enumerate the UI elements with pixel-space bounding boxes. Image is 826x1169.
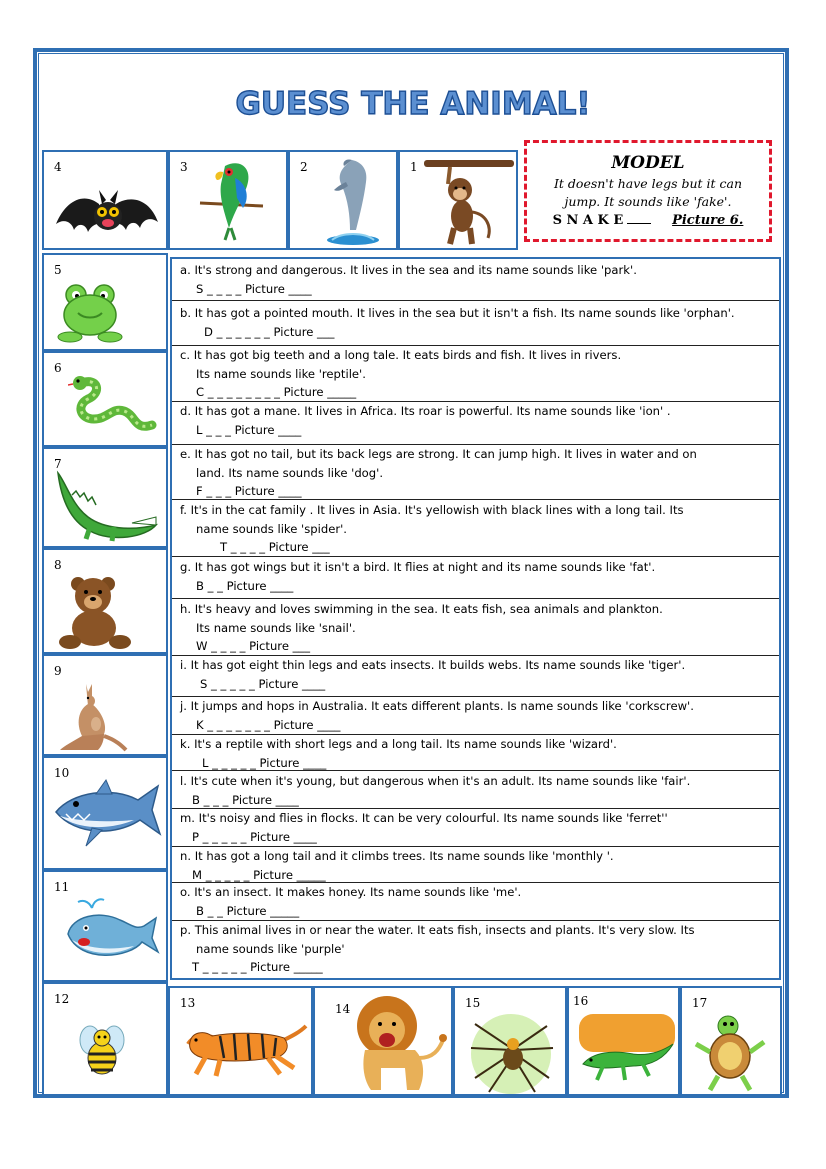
question-text: f. It's in the cat family . It lives in Asia. It's yellowish with black lines with a long tail. Its <box>180 503 684 517</box>
question-text: j. It jumps and hops in Australia. It eats different plants. Is name sounds like 'corkscrew'. <box>180 699 694 713</box>
question-text: p. This animal lives in or near the water. It eats fish, insects and plants. It's very slow. Its <box>180 923 695 937</box>
picture-number: 6 <box>54 361 62 375</box>
question-text: Its name sounds like 'reptile'. <box>196 366 366 381</box>
picture-number: 5 <box>54 263 62 277</box>
answer-blank: T _ _ _ _ Picture ___ <box>220 540 330 554</box>
question-text: m. It's noisy and flies in flocks. It can be very colourful. Its name sounds like 'ferret'' <box>180 811 668 825</box>
snake-icon <box>68 373 158 443</box>
question-text: b. It has got a pointed mouth. It lives in the sea but it isn't a fish. Its name sounds like 'orphan'. <box>180 306 735 320</box>
answer-blank: M _ _ _ _ _ Picture _____ <box>192 867 326 882</box>
model-line-2: jump. It sounds like 'fake'. <box>564 194 732 209</box>
question-p <box>172 921 779 978</box>
dolphin-icon <box>312 156 392 248</box>
picture-number: 8 <box>54 558 62 572</box>
picture-cell-6 <box>42 351 168 447</box>
picture-cell-17 <box>680 986 782 1096</box>
model-line-1: It doesn't have legs but it can <box>553 176 743 191</box>
answer-blank: B _ _ Picture ____ <box>196 578 294 593</box>
question-k <box>172 735 779 771</box>
question-o <box>172 883 779 921</box>
picture-number: 3 <box>180 160 188 174</box>
spider-icon <box>465 1008 557 1094</box>
picture-number: 10 <box>54 766 70 780</box>
picture-cell-2 <box>288 150 398 250</box>
question-j <box>172 697 779 735</box>
picture-number: 1 <box>410 160 418 174</box>
answer-blank: W _ _ _ _ Picture ___ <box>196 639 311 653</box>
picture-cell-1 <box>398 150 518 250</box>
picture-number: 14 <box>335 1002 351 1016</box>
parrot-icon <box>195 158 270 243</box>
question-text: e. It has got no tail, but its back legs are strong. It can jump high. It lives in water and on <box>180 447 697 461</box>
answer-blank: S _ _ _ _ _ Picture ____ <box>200 676 326 691</box>
picture-number: 13 <box>180 996 196 1010</box>
page-title: GUESS THE ANIMAL! <box>235 86 591 122</box>
picture-number: 7 <box>54 457 62 471</box>
bat-icon <box>54 182 159 247</box>
answer-blank: B _ _ _ Picture ____ <box>192 792 299 807</box>
lion-icon <box>325 992 447 1094</box>
answer-blank: K _ _ _ _ _ _ _ Picture ____ <box>196 717 341 732</box>
question-text: l. It's cute when it's young, but dangerous when it's an adult. Its name sounds like 'fair'. <box>180 774 691 788</box>
picture-cell-12 <box>42 982 168 1096</box>
answer-blank: F _ _ _ Picture ____ <box>196 484 302 498</box>
bee-icon <box>74 1018 130 1080</box>
question-text: d. It has got a mane. It lives in Africa. Its roar is powerful. Its name sounds like 'ion' . <box>180 404 671 418</box>
picture-number: 16 <box>573 994 589 1008</box>
question-text: h. It's heavy and loves swimming in the sea. It eats fish, sea animals and plankton. <box>180 602 663 616</box>
picture-cell-16 <box>567 986 680 1096</box>
answer-blank: T _ _ _ _ _ Picture _____ <box>192 960 323 974</box>
question-a <box>172 259 779 301</box>
question-text: k. It's a reptile with short legs and a long tail. Its name sounds like 'wizard'. <box>180 737 617 751</box>
question-text: Its name sounds like 'snail'. <box>196 620 356 635</box>
question-g <box>172 557 779 599</box>
picture-number: 17 <box>692 996 708 1010</box>
crocodile-icon <box>52 465 162 545</box>
model-heading: MODEL <box>611 153 685 173</box>
picture-number: 9 <box>54 664 62 678</box>
answer-blank: L _ _ _ Picture ____ <box>196 422 302 437</box>
picture-cell-3 <box>168 150 288 250</box>
question-text: i. It has got eight thin legs and eats insects. It builds webs. Its name sounds like 'tiger'. <box>180 658 686 672</box>
picture-cell-5 <box>42 253 168 351</box>
questions-box <box>170 257 781 980</box>
frog-icon <box>54 283 126 345</box>
picture-cell-8 <box>42 548 168 654</box>
picture-cell-15 <box>453 986 567 1096</box>
picture-cell-10 <box>42 756 168 870</box>
picture-number: 15 <box>465 996 481 1010</box>
picture-number: 12 <box>54 992 70 1006</box>
question-l <box>172 771 779 809</box>
question-text: name sounds like 'spider'. <box>196 521 347 536</box>
turtle-icon <box>692 1014 774 1092</box>
picture-number: 11 <box>54 880 70 894</box>
bear-icon <box>56 572 136 652</box>
question-n <box>172 847 779 883</box>
question-text: a. It's strong and dangerous. It lives in the sea and its name sounds like 'park'. <box>180 263 637 277</box>
answer-blank: B _ _ Picture _____ <box>196 903 300 918</box>
picture-cell-7 <box>42 447 168 548</box>
shark-icon <box>52 778 164 858</box>
answer-blank: L _ _ _ _ _ Picture ____ <box>202 755 327 770</box>
question-text: c. It has got big teeth and a long tale. It eats birds and fish. It lives in rivers. <box>180 348 622 362</box>
question-text: n. It has got a long tail and it climbs trees. Its name sounds like 'monthly '. <box>180 849 614 863</box>
tiger-icon <box>180 1018 308 1078</box>
model-answer-word: S N A K E <box>552 213 624 228</box>
answer-blank: S _ _ _ _ Picture ____ <box>196 281 312 296</box>
question-i <box>172 656 779 697</box>
model-answer-picture: Picture 6. <box>672 213 744 228</box>
question-e <box>172 445 779 500</box>
lizard-icon <box>573 1008 679 1090</box>
kangaroo-icon <box>58 680 128 752</box>
question-text: o. It's an insect. It makes honey. Its name sounds like 'me'. <box>180 885 522 899</box>
question-d <box>172 402 779 445</box>
question-text: name sounds like 'purple' <box>196 941 345 956</box>
answer-blank: C _ _ _ _ _ _ _ _ Picture _____ <box>196 385 357 399</box>
model-box <box>524 140 772 242</box>
picture-number: 4 <box>54 160 62 174</box>
question-text: g. It has got wings but it isn't a bird. It flies at night and its name sounds like 'fat'. <box>180 560 656 574</box>
whale-icon <box>64 894 160 974</box>
picture-cell-14 <box>313 986 453 1096</box>
monkey-icon <box>420 154 515 249</box>
picture-number: 2 <box>300 160 308 174</box>
question-m <box>172 809 779 847</box>
picture-cell-4 <box>42 150 168 250</box>
question-b <box>172 301 779 346</box>
question-f <box>172 500 779 557</box>
picture-cell-13 <box>168 986 313 1096</box>
question-h <box>172 599 779 656</box>
question-text: land. Its name sounds like 'dog'. <box>196 465 384 480</box>
question-c <box>172 346 779 402</box>
picture-cell-11 <box>42 870 168 982</box>
answer-blank: D _ _ _ _ _ _ Picture ___ <box>204 324 335 339</box>
model-answer <box>527 213 769 228</box>
answer-blank: P _ _ _ _ _ Picture ____ <box>192 829 317 844</box>
picture-cell-9 <box>42 654 168 756</box>
